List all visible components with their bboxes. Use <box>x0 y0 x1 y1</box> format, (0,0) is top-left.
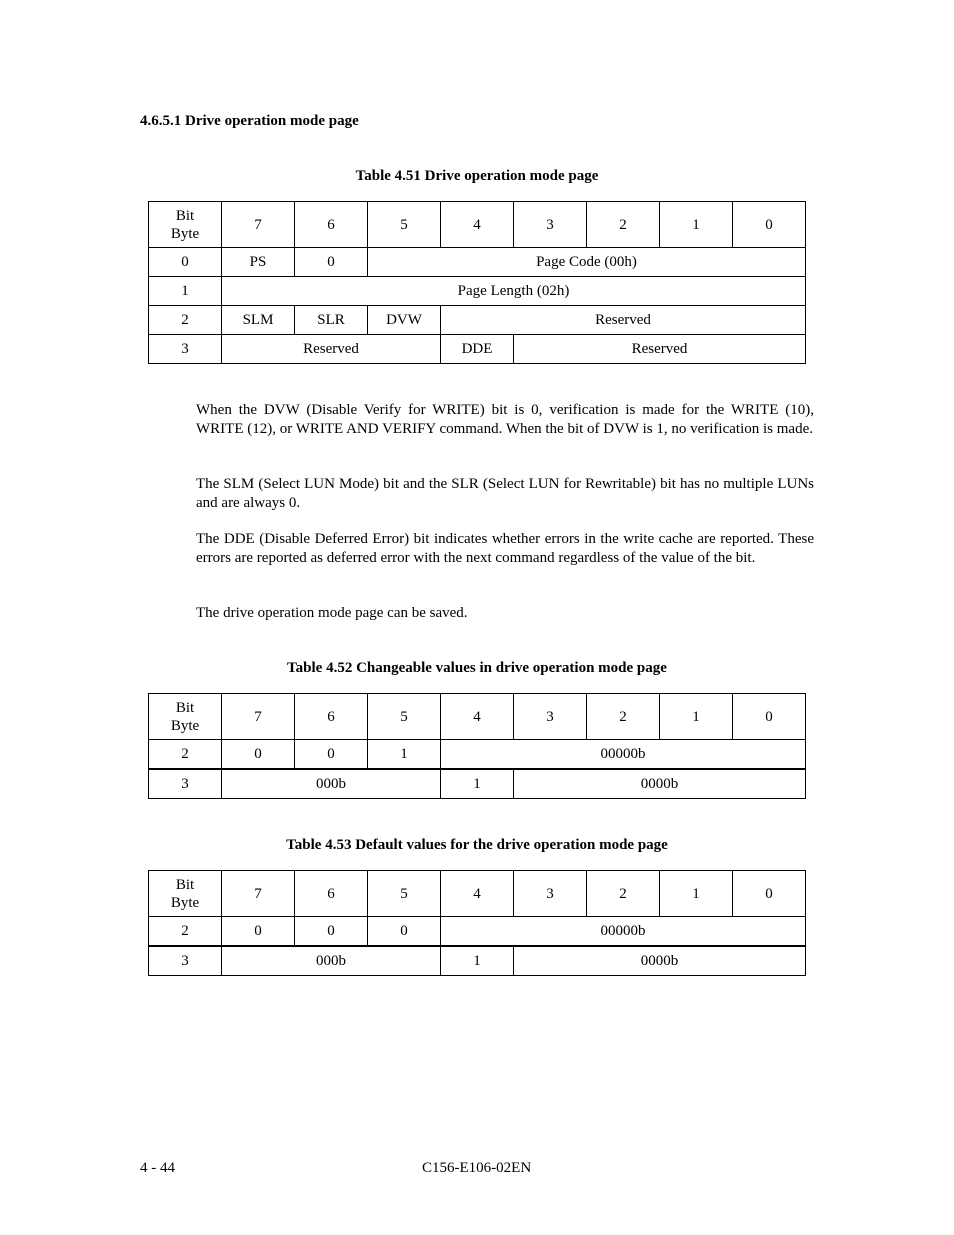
bit-7-header: 7 <box>222 694 295 740</box>
table-row <box>149 740 806 770</box>
bit-7-header: 7 <box>222 871 295 917</box>
byte-number: 3 <box>149 335 222 364</box>
bit-byte-header <box>149 694 222 740</box>
saveable-note: The drive operation mode page can be saved. <box>196 605 468 621</box>
bit-3-header: 3 <box>514 202 587 248</box>
bit-byte-header <box>149 871 222 917</box>
bit-5-header: 5 <box>368 202 441 248</box>
bit-2-header: 2 <box>587 202 660 248</box>
default-values-table <box>148 870 806 976</box>
slm-cell: SLM <box>222 306 295 335</box>
bit6-cell: 0 <box>295 248 368 277</box>
bit6-value: 0 <box>295 917 368 947</box>
bit-4-header: 4 <box>441 694 514 740</box>
bit-6-header: 6 <box>295 202 368 248</box>
bit4-value: 1 <box>441 946 514 976</box>
table-header-row <box>149 871 806 917</box>
bits3-0-value: 0000b <box>514 946 806 976</box>
table-row <box>149 946 806 976</box>
reserved-cell: Reserved <box>514 335 806 364</box>
page-length-cell: Page Length (02h) <box>222 277 806 306</box>
bit-1-header: 1 <box>660 871 733 917</box>
ps-cell: PS <box>222 248 295 277</box>
bits7-5-value: 000b <box>222 769 441 799</box>
slr-cell: SLR <box>295 306 368 335</box>
byte-number: 2 <box>149 306 222 335</box>
bits7-5-value: 000b <box>222 946 441 976</box>
bit-label: Bit <box>175 207 195 224</box>
bit-4-header: 4 <box>441 871 514 917</box>
bit-6-header: 6 <box>295 871 368 917</box>
table-row <box>149 769 806 799</box>
bit-0-header: 0 <box>733 202 806 248</box>
bit4-value: 1 <box>441 769 514 799</box>
reserved-cell: Reserved <box>441 306 806 335</box>
bit-0-header: 0 <box>733 694 806 740</box>
page-code-cell: Page Code (00h) <box>368 248 806 277</box>
table-row <box>149 248 806 277</box>
bits4-0-value: 00000b <box>441 917 806 947</box>
bit-7-header: 7 <box>222 202 295 248</box>
byte-number: 3 <box>149 769 222 799</box>
reserved-cell: Reserved <box>222 335 441 364</box>
table-row <box>149 335 806 364</box>
document-id: C156-E106-02EN <box>422 1160 532 1176</box>
bit-5-header: 5 <box>368 871 441 917</box>
byte-label: Byte <box>170 225 200 242</box>
bit7-value: 0 <box>222 740 295 770</box>
section-heading: 4.6.5.1 Drive operation mode page <box>140 113 359 129</box>
table-header-row <box>149 202 806 248</box>
bit-0-header: 0 <box>733 871 806 917</box>
bit-2-header: 2 <box>587 871 660 917</box>
table-row <box>149 917 806 947</box>
bit-label: Bit <box>175 699 195 716</box>
changeable-values-table <box>148 693 806 799</box>
drive-operation-mode-table <box>148 201 806 364</box>
bit-2-header: 2 <box>587 694 660 740</box>
byte-label: Byte <box>170 894 200 911</box>
bit-6-header: 6 <box>295 694 368 740</box>
bits3-0-value: 0000b <box>514 769 806 799</box>
bit-1-header: 1 <box>660 202 733 248</box>
dvw-cell: DVW <box>368 306 441 335</box>
table-header-row <box>149 694 806 740</box>
bit5-value: 1 <box>368 740 441 770</box>
page-number: 4 - 44 <box>140 1160 175 1176</box>
byte-number: 3 <box>149 946 222 976</box>
bit-label: Bit <box>175 876 195 893</box>
byte-number: 0 <box>149 248 222 277</box>
bit5-value: 0 <box>368 917 441 947</box>
table-row <box>149 306 806 335</box>
bit-4-header: 4 <box>441 202 514 248</box>
dvw-description: When the DVW (Disable Verify for WRITE) bit is 0, verification is made for the WRITE (10), WRITE (12), or WRITE AND VERIFY command. When the bit of DVW is 1, no verification is made. <box>196 402 814 437</box>
byte-number: 2 <box>149 917 222 947</box>
bit7-value: 0 <box>222 917 295 947</box>
byte-number: 2 <box>149 740 222 770</box>
bits4-0-value: 00000b <box>441 740 806 770</box>
dde-description: The DDE (Disable Deferred Error) bit indicates whether errors in the write cache are reported. These errors are reported as deferred error with the next command regardless of the value of the bit. <box>196 531 814 566</box>
bit6-value: 0 <box>295 740 368 770</box>
bit-3-header: 3 <box>514 694 587 740</box>
table-4-51-caption: Table 4.51 Drive operation mode page <box>355 168 599 184</box>
bit-3-header: 3 <box>514 871 587 917</box>
bit-byte-header <box>149 202 222 248</box>
bit-5-header: 5 <box>368 694 441 740</box>
byte-number: 1 <box>149 277 222 306</box>
table-4-53-caption: Table 4.53 Default values for the drive operation mode page <box>286 837 668 853</box>
dde-cell: DDE <box>441 335 514 364</box>
table-4-52-caption: Table 4.52 Changeable values in drive operation mode page <box>287 660 667 676</box>
slm-slr-description: The SLM (Select LUN Mode) bit and the SLR (Select LUN for Rewritable) bit has no multiple LUNs and are always 0. <box>196 476 814 511</box>
byte-label: Byte <box>170 717 200 734</box>
bit-1-header: 1 <box>660 694 733 740</box>
table-row <box>149 277 806 306</box>
